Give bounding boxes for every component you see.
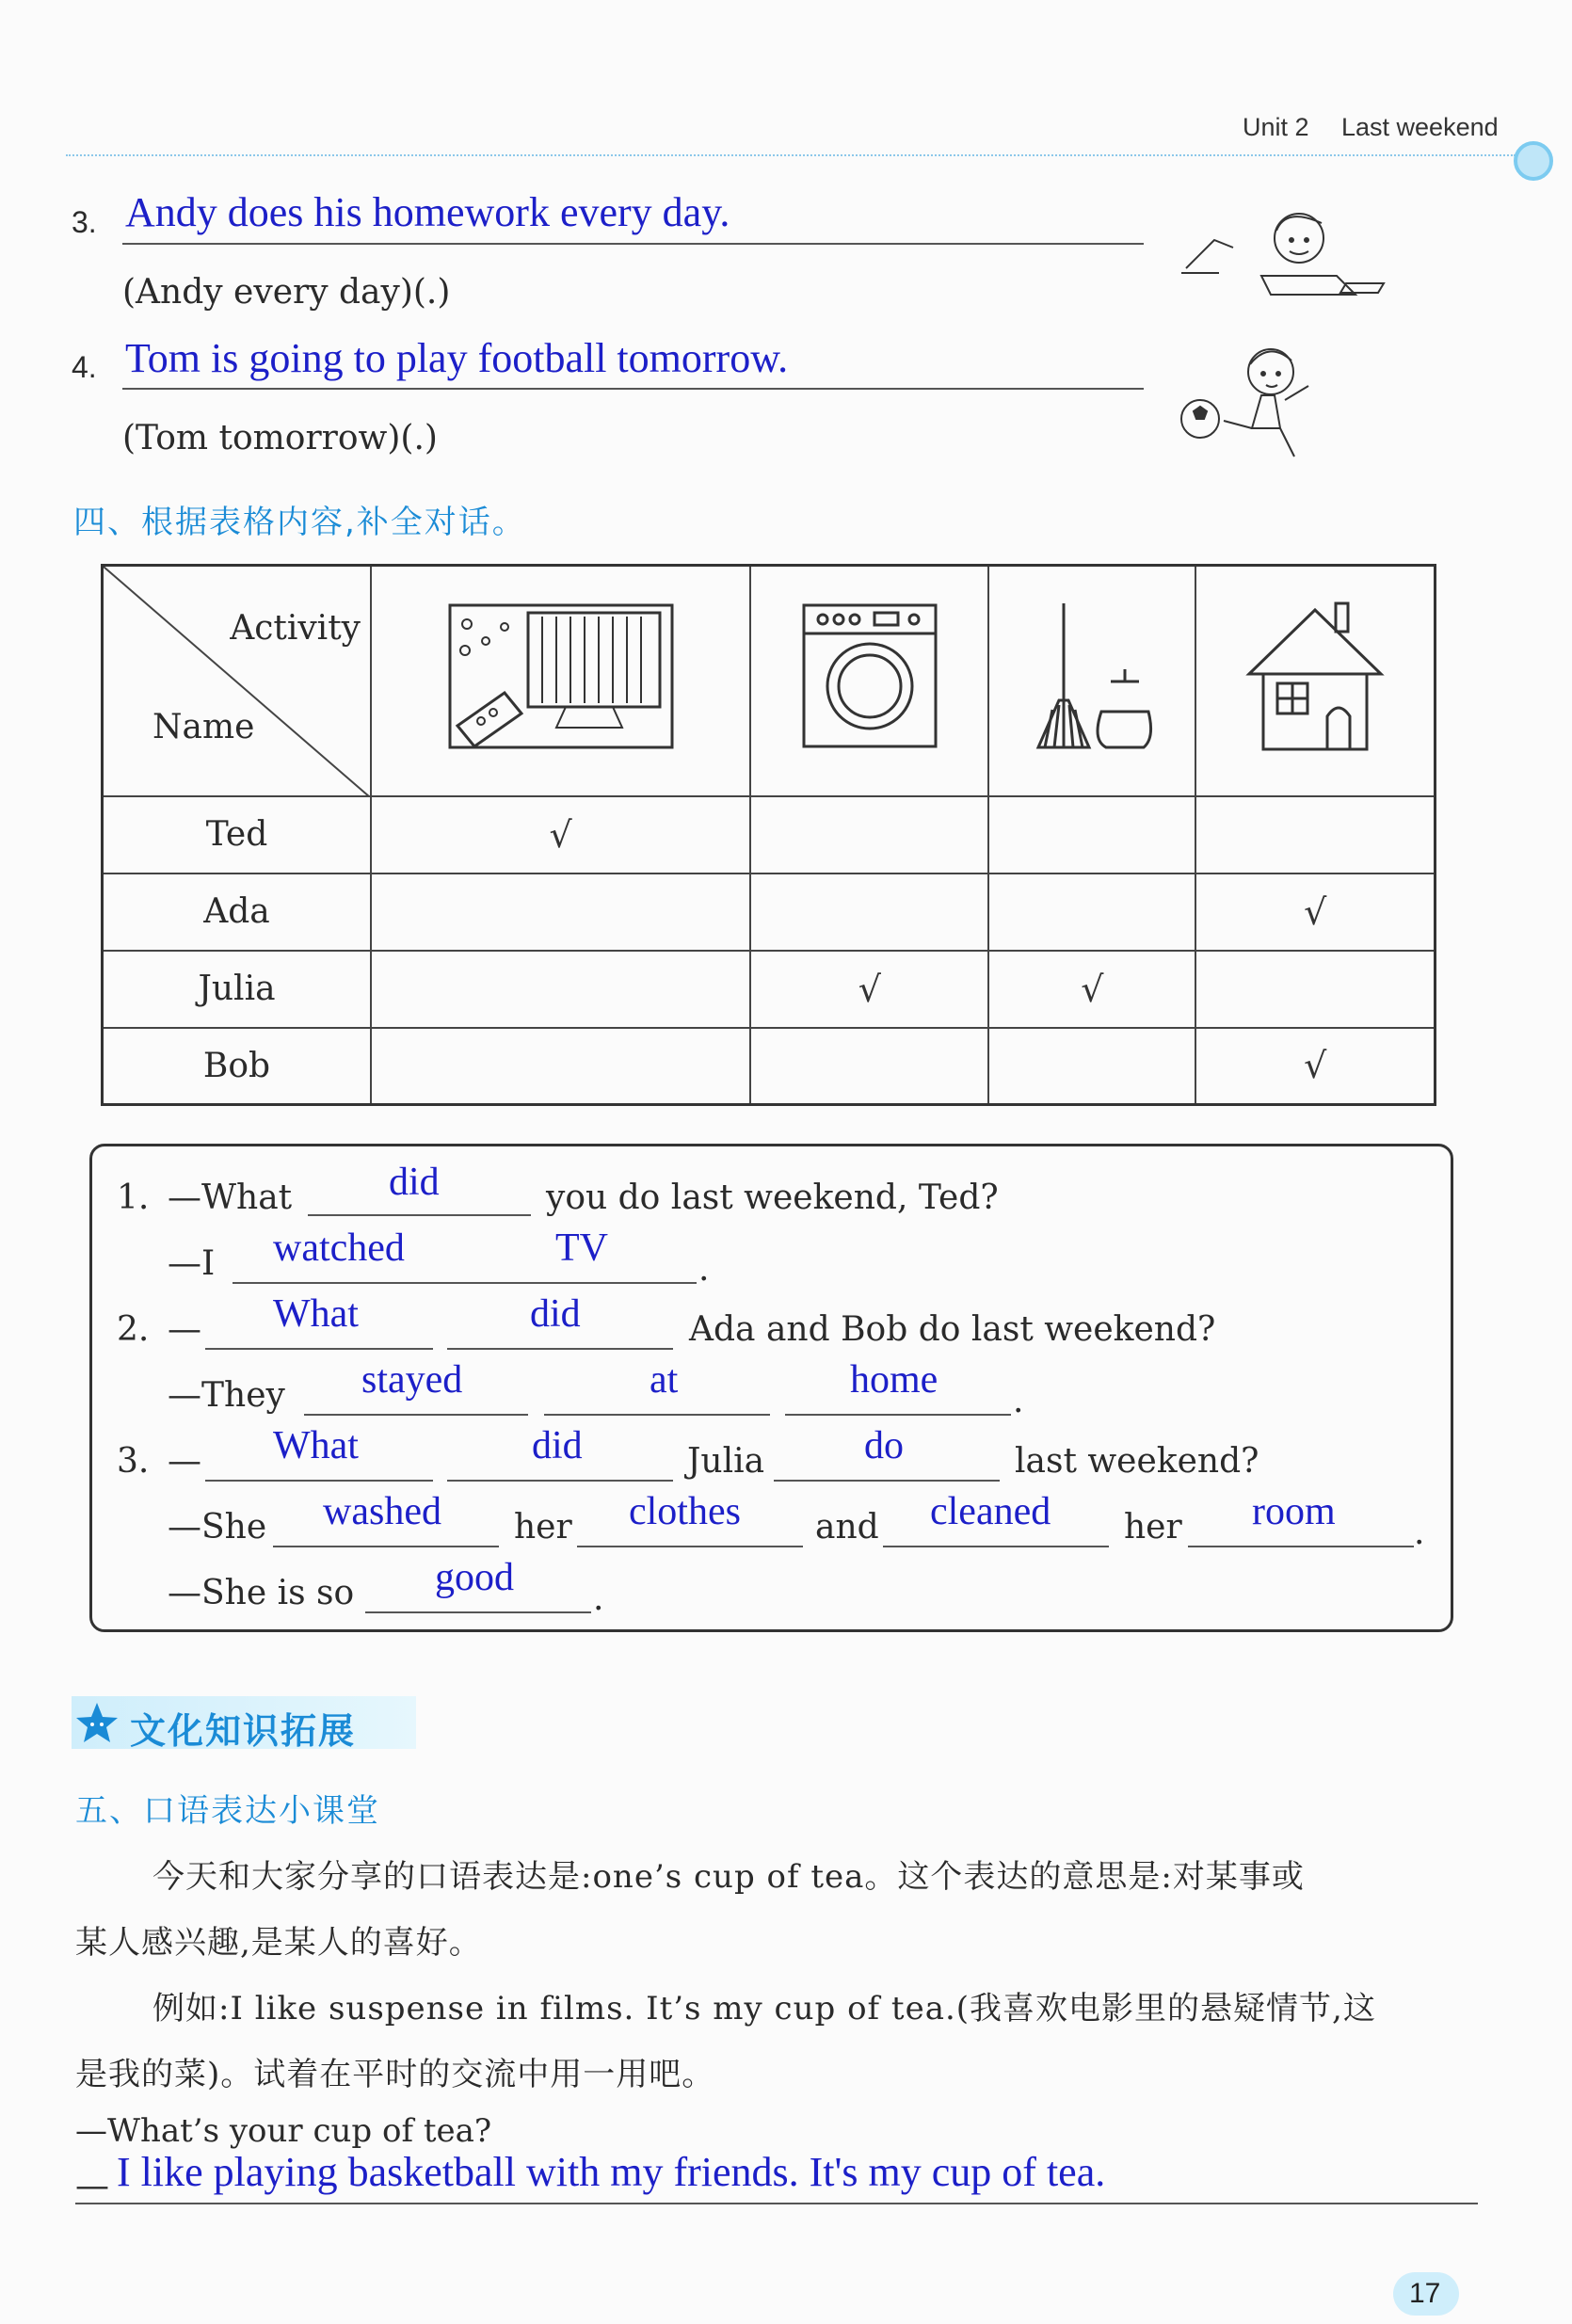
table-row [103,1028,1436,1105]
dialogue-text: and [815,1508,879,1547]
corner-name-label: Name [152,708,255,746]
table-row [103,951,1436,1028]
page-number: 17 [1409,2278,1441,2309]
fill-answer: room [1252,1490,1336,1533]
header-title: Last weekend [1341,113,1499,141]
corner-activity-label: Activity [230,609,361,648]
blank-line [447,1480,673,1482]
page-header [66,113,1534,160]
star-icon [73,1700,120,1747]
culture-banner-title: 文化知识拓展 [130,1710,357,1752]
blank-line [785,1414,1011,1416]
item-number: 2. [117,1310,150,1349]
tick-mark: √ [549,813,572,856]
header-dotted-rule [66,154,1516,156]
dialogue-text: her [514,1508,572,1547]
handwritten-answer: Tom is going to play football tomorrow. [125,335,789,381]
hint-text: (Tom tomorrow)(.) [122,419,438,457]
item-number: 3. [72,205,97,239]
table-corner-cell [103,566,372,796]
header-unit: Unit 2 [1243,113,1309,141]
dialogue-text: — [168,1442,201,1481]
answer-line [75,2203,1478,2204]
blank-line [205,1480,433,1482]
boy-football-icon [1177,344,1337,466]
dialogue-text: you do last weekend, Ted? [546,1178,999,1217]
blank-line [365,1611,591,1613]
student-name: Bob [103,1028,372,1105]
tick-cell [750,874,988,951]
culture-banner [72,1696,416,1752]
tick-cell [371,874,750,951]
tick-cell [1195,874,1435,951]
header-circle-icon [1514,141,1553,181]
blank-line [577,1546,803,1547]
house-icon [1244,599,1386,754]
paragraph-line: 今天和大家分享的口语表达是:one’s cup of tea。这个表达的意思是:对某事或 [152,1858,1305,1896]
tick-cell [371,951,750,1028]
tick-cell [750,951,988,1028]
dialogue-text: —They [168,1376,285,1415]
blank-line [544,1414,770,1416]
answer-dash: — [75,2167,109,2205]
tick-cell [750,1028,988,1105]
dialogue-text: — [168,1310,201,1349]
tick-cell [988,1028,1195,1105]
activity-column-header [371,566,750,796]
tick-cell [988,874,1195,951]
tick-cell [750,796,988,874]
activity-column-header [750,566,988,796]
tick-cell [371,1028,750,1105]
tick-cell [1195,796,1435,874]
dialogue-text: —What [168,1178,293,1217]
fill-answer: did [389,1161,440,1204]
blank-line [774,1480,1000,1482]
blank-line [205,1348,433,1350]
student-name: Julia [103,951,372,1028]
handwritten-answer: Andy does his homework every day. [125,189,730,235]
section-heading: 四、根据表格内容,补全对话。 [73,504,526,541]
dialogue-text: —She is so [168,1574,355,1612]
period: . [593,1579,604,1618]
activity-column-header [1195,566,1435,796]
tick-cell [1195,1028,1435,1105]
tick-mark: √ [1304,890,1327,933]
blank-line [304,1414,528,1416]
hint-text: (Andy every day)(.) [122,273,451,312]
student-name: Ted [103,796,372,874]
fill-answer: What [273,1292,359,1336]
fill-answer: good [435,1556,514,1599]
tick-cell [988,951,1195,1028]
boy-homework-icon [1177,202,1393,306]
item-number: 1. [117,1178,150,1217]
paragraph-line: 例如:I like suspense in films. It’s my cup of tea.(我喜欢电影里的悬疑情节,这 [152,1990,1376,2027]
fill-answer: cleaned [930,1490,1051,1533]
handwritten-answer: I like playing basketball with my friends. It's my cup of tea. [117,2149,1106,2195]
tick-mark: √ [858,968,881,1010]
dialogue-text: her [1124,1508,1182,1547]
dialogue-text: Ada and Bob do last weekend? [689,1310,1216,1349]
fill-answer: do [864,1424,904,1467]
period: . [698,1250,710,1289]
dialogue-text: Julia [687,1442,765,1481]
fill-answer: clothes [629,1490,741,1533]
table-row [103,874,1436,951]
tick-cell [988,796,1195,874]
dialogue-text: —I [168,1244,216,1283]
table-row [103,796,1436,874]
fill-answer: What [273,1424,359,1467]
student-name: Ada [103,874,372,951]
item-number: 4. [72,350,97,384]
blank-line [1188,1546,1414,1547]
fill-answer: watched [273,1226,405,1270]
fill-answer: did [530,1292,581,1336]
tick-mark: √ [1304,1045,1327,1087]
item-number: 3. [117,1442,150,1481]
answer-line [122,243,1144,245]
dialogue-text: last weekend? [1015,1442,1259,1481]
watch-tv-icon [448,603,674,749]
period: . [1013,1382,1024,1420]
broom-dustpan-icon [1031,599,1153,754]
fill-answer: TV [555,1226,608,1270]
fill-answer: stayed [361,1358,463,1402]
blank-line [273,1546,499,1547]
period: . [1414,1514,1425,1552]
tick-cell [1195,951,1435,1028]
tick-cell [371,796,750,874]
fill-answer: washed [323,1490,441,1533]
blank-line [883,1546,1109,1547]
paragraph-line: 某人感兴趣,是某人的喜好。 [75,1924,482,1962]
tick-mark: √ [1081,968,1104,1010]
question-line: —What’s your cup of tea? [75,2112,492,2150]
activity-table [101,564,1436,1106]
fill-answer: at [650,1358,679,1402]
dialogue-text: —She [168,1508,267,1547]
blank-line [447,1348,673,1350]
blank-line [308,1214,531,1216]
fill-answer: home [850,1358,938,1402]
section-heading: 五、口语表达小课堂 [75,1792,380,1830]
paragraph-line: 是我的菜)。试着在平时的交流中用一用吧。 [75,2056,715,2093]
activity-column-header [988,566,1195,796]
answer-line [122,388,1144,390]
washing-machine-icon [799,603,940,749]
fill-answer: did [532,1424,583,1467]
corner-diagonal [104,567,370,797]
blank-line [233,1282,697,1284]
